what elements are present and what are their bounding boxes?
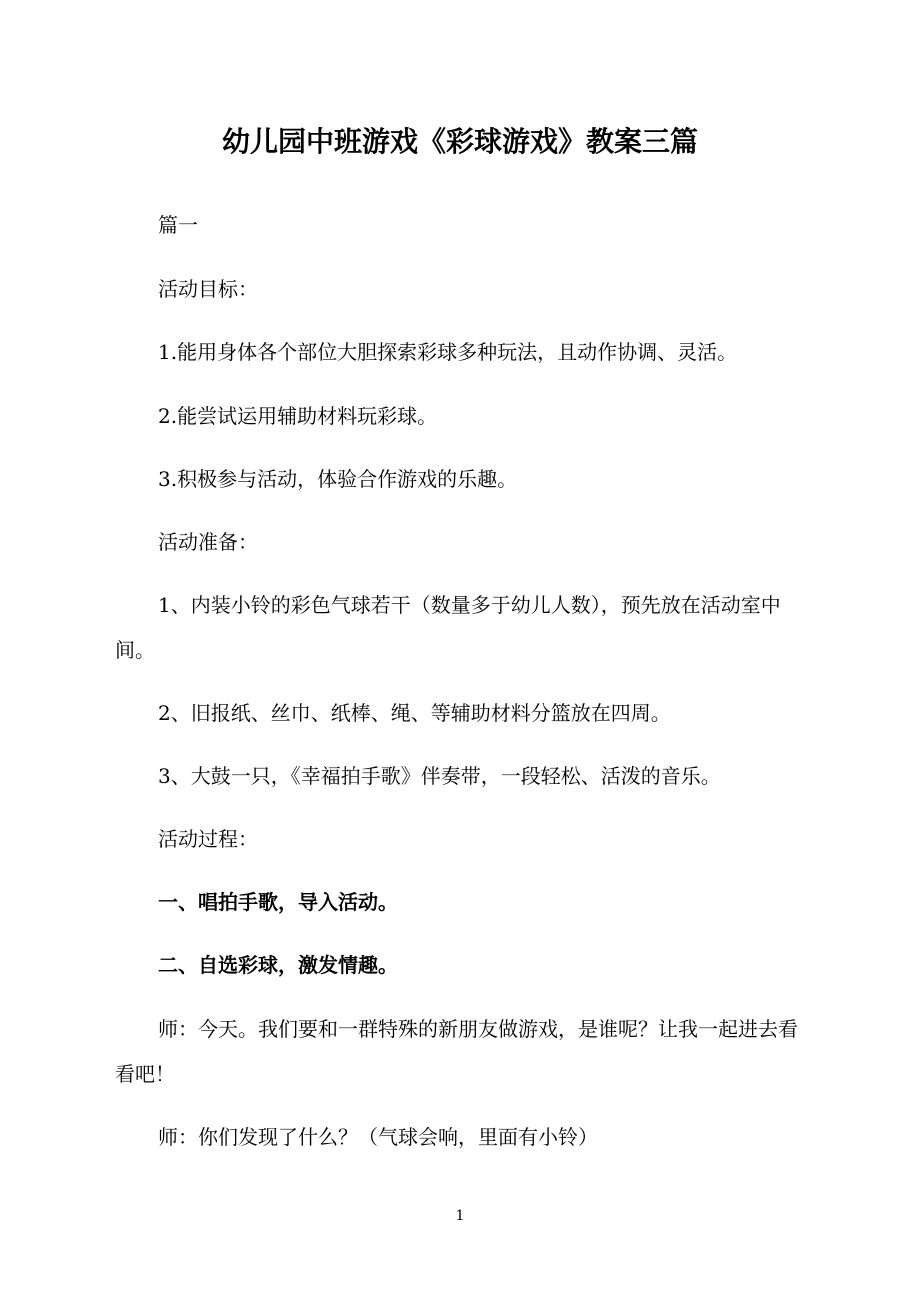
- paragraph-objective-3: 3.积极参与活动，体验合作游戏的乐趣。: [158, 467, 518, 491]
- paragraph-preparation-heading: 活动准备：: [158, 530, 258, 554]
- paragraph-teacher-line-2: 师：你们发现了什么？（气球会响，里面有小铃）: [158, 1125, 598, 1149]
- paragraph-step-1-heading: 一、唱拍手歌，导入活动。: [158, 890, 398, 914]
- paragraph-process-heading: 活动过程：: [158, 827, 258, 851]
- paragraph-step-2-heading: 二、自选彩球，激发情趣。: [158, 953, 398, 977]
- paragraph-teacher-line-1: 师：今天。我们要和一群特殊的新朋友做游戏，是谁呢？让我一起进去看看吧！: [115, 1017, 798, 1086]
- section-heading-part-one: 篇一: [158, 213, 198, 237]
- paragraph-preparation-1: 1、内装小铃的彩色气球若干（数量多于幼儿人数），预先放在活动室中间。: [115, 593, 781, 662]
- page-number: 1: [455, 1208, 465, 1224]
- paragraph-preparation-3: 3、大鼓一只，《幸福拍手歌》伴奏带，一段轻松、活泼的音乐。: [158, 764, 721, 788]
- paragraph-preparation-2: 2、旧报纸、丝巾、纸棒、绳、等辅助材料分篮放在四周。: [158, 701, 671, 725]
- document-title: 幼儿园中班游戏《彩球游戏》教案三篇: [221, 125, 698, 158]
- paragraph-objective-1: 1.能用身体各个部位大胆探索彩球多种玩法，且动作协调、灵活。: [158, 340, 738, 364]
- paragraph-objectives-heading: 活动目标：: [158, 277, 258, 301]
- paragraph-objective-2: 2.能尝试运用辅助材料玩彩球。: [158, 404, 438, 428]
